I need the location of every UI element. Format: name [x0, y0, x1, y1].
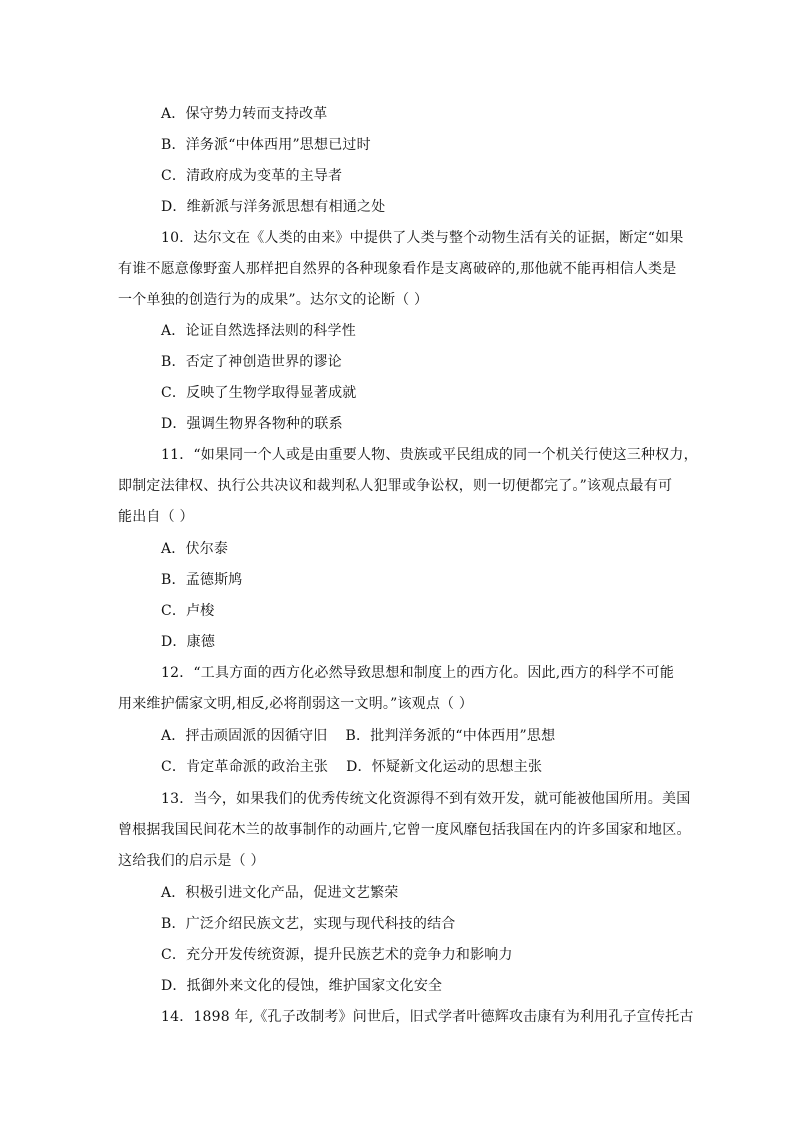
q12-stem-line-1: 12．“工具方面的西方化必然导致思想和制度上的西方化。因此,西方的科学不可能	[161, 665, 675, 681]
q12-option-b[interactable]: B．批判洋务派的“中体西用”思想	[345, 728, 556, 744]
q13-option-c[interactable]: C．充分开发传统资源，提升民族艺术的竞争力和影响力	[161, 947, 513, 963]
q10-option-c[interactable]: C．反映了生物学取得显著成就	[161, 385, 357, 401]
q9-option-a[interactable]: A．保守势力转而支持改革	[161, 106, 328, 122]
q13-stem-line-2: 曾根据我国民间花木兰的故事制作的动画片,它曾一度风靡包括我国在内的许多国家和地区。	[118, 822, 691, 838]
q12-option-d[interactable]: D．怀疑新文化运动的思想主张	[346, 759, 543, 775]
q10-option-a[interactable]: A．论证自然选择法则的科学性	[161, 323, 356, 339]
q13-stem-line-1: 13．当今，如果我们的优秀传统文化资源得不到有效开发，就可能被他国所用。美国	[161, 791, 691, 807]
q12-options-row-2	[161, 758, 542, 776]
q11-option-c[interactable]: C．卢梭	[161, 603, 215, 619]
q13-option-b[interactable]: B．广泛介绍民族文艺，实现与现代科技的结合	[161, 916, 456, 932]
q14-stem-line-1: 14．1898 年,《孔子改制考》问世后，旧式学者叶德辉攻击康有为利用孔子宣传托古	[161, 1009, 694, 1025]
q13-stem-line-3: 这给我们的启示是（ ）	[118, 853, 265, 869]
q13-option-d[interactable]: D．抵御外来文化的侵蚀，维护国家文化安全	[161, 978, 443, 994]
q10-stem-line-2: 有谁不愿意像野蛮人那样把自然界的各种现象看作是支离破碎的,那他就不能再相信人类是	[118, 261, 677, 277]
q11-option-a[interactable]: A．伏尔泰	[161, 541, 229, 557]
q11-option-d[interactable]: D．康德	[161, 634, 216, 650]
q10-stem-line-3: 一个单独的创造行为的成果”。达尔文的论断（ ）	[118, 292, 429, 308]
q12-option-c[interactable]: C．肯定革命派的政治主张	[161, 759, 329, 775]
q9-option-d[interactable]: D．维新派与洋务派思想有相通之处	[161, 199, 386, 215]
q11-option-b[interactable]: B．孟德斯鸠	[161, 572, 243, 588]
q11-stem-line-3: 能出自（ ）	[118, 509, 194, 525]
q10-stem-line-1: 10．达尔文在《人类的由来》中提供了人类与整个动物生活有关的证据，断定“如果	[161, 230, 684, 246]
q11-stem-line-2: 即制定法律权、执行公共决议和裁判私人犯罪或争讼权，则一切便都完了。”该观点最有可	[118, 478, 673, 494]
q13-option-a[interactable]: A．积极引进文化产品，促进文艺繁荣	[161, 885, 399, 901]
q9-option-b[interactable]: B．洋务派“中体西用”思想已过时	[161, 137, 371, 153]
q12-options-row-1	[161, 727, 555, 745]
q10-option-b[interactable]: B．否定了神创造世界的谬论	[161, 354, 342, 370]
q11-stem-line-1: 11．“如果同一个人或是由重要人物、贵族或平民组成的同一个机关行使这三种权力，	[161, 447, 698, 463]
q9-option-c[interactable]: C．清政府成为变革的主导者	[161, 168, 343, 184]
q10-option-d[interactable]: D．强调生物界各物种的联系	[161, 416, 343, 432]
q12-option-a[interactable]: A．抨击顽固派的因循守旧	[161, 728, 328, 744]
q12-stem-line-2: 用来维护儒家文明,相反,必将削弱这一文明。”该观点（ ）	[118, 696, 474, 712]
